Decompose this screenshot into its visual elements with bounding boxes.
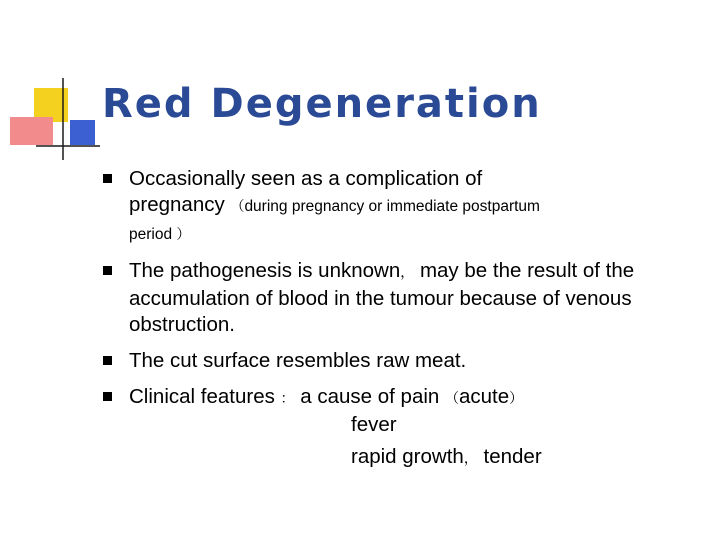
clinical-feature-item: rapid growth: [351, 445, 464, 468]
clinical-feature-item: tender: [483, 445, 542, 468]
bullet-item-pathogenesis: The pathogenesis is unknown， may be the result of the accumulation of blood in the tumour because of venous obstruction.: [100, 258, 700, 338]
clinical-feature-line: rapid growth， tender: [351, 445, 542, 468]
bullet-text: The pathogenesis is unknown: [129, 259, 401, 282]
slide-title: Red Degeneration: [102, 81, 542, 127]
clinical-feature-qualifier: acute: [459, 385, 510, 408]
bullet-list: [100, 166, 700, 472]
bullet-item-clinical-features: Clinical features ： a cause of pain （acute） fever rapid growth， tender: [100, 384, 700, 472]
bullet-text: may be the result of the accumulation of blood in the tumour because of venous obstruction.: [129, 259, 635, 336]
clinical-feature-item: fever: [351, 413, 397, 436]
clinical-feature-item: a cause of pain: [300, 385, 440, 408]
bullet-text: Occasionally seen as a complication of: [129, 167, 483, 190]
bullet-note: during pregnancy or immediate postpartum: [244, 198, 540, 215]
square-bullet-icon: [103, 174, 112, 183]
pink-square: [10, 117, 53, 145]
bullet-text: pregnancy: [129, 193, 225, 216]
square-bullet-icon: [103, 392, 112, 401]
square-bullet-icon: [103, 266, 112, 275]
clinical-features-label: Clinical features: [129, 385, 275, 408]
decorative-squares-logo: [0, 0, 110, 170]
blue-square: [70, 120, 95, 145]
bullet-note: period: [129, 226, 173, 243]
bullet-item-complication: Occasionally seen as a complication of pregnancy （during pregnancy or immediate postpartum period ）: [100, 166, 700, 248]
bullet-text: The cut surface resembles raw meat.: [129, 349, 467, 372]
bullet-item-cut-surface: [100, 348, 700, 374]
square-bullet-icon: [103, 356, 112, 365]
